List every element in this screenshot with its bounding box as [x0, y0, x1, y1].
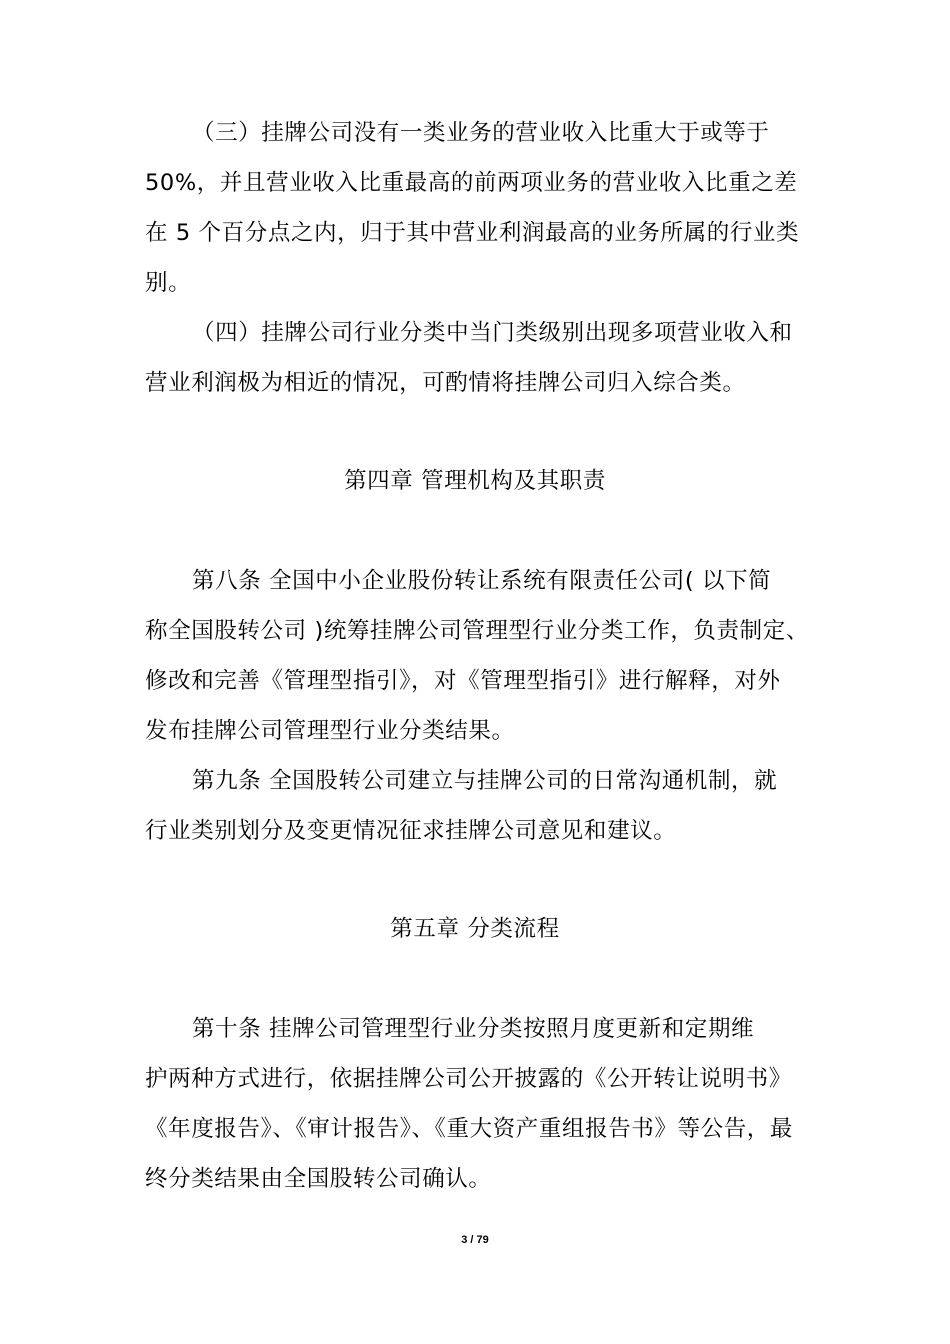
article-9-line-1: 第九条 全国股转公司建立与挂牌公司的日常沟通机制，就 — [192, 768, 778, 794]
paragraph-3-line-3: 在 5 个百分点之内，归于其中营业利润最高的业务所属的行业类 — [145, 220, 800, 246]
article-10-line-4: 终分类结果由全国股转公司确认。 — [145, 1166, 492, 1192]
article-10-line-1: 第十条 挂牌公司管理型行业分类按照月度更新和定期维 — [192, 1016, 755, 1042]
paragraph-3-line-4: 别。 — [145, 270, 192, 296]
article-8-line-1: 第八条 全国中小企业股份转让系统有限责任公司( 以下简 — [192, 568, 772, 594]
article-10-line-3: 《年度报告》、《审计报告》、《重大资产重组报告书》等公告，最 — [145, 1116, 794, 1142]
page-number: 3 / 79 — [461, 1234, 489, 1246]
article-10-line-2: 护两种方式进行，依据挂牌公司公开披露的《公开转让说明书》 — [145, 1066, 792, 1092]
paragraph-4-line-1: （四）挂牌公司行业分类中当门类级别出现多项营业收入和 — [192, 320, 793, 346]
chapter-5-title: 第五章 分类流程 — [390, 916, 560, 942]
article-8-line-4: 发布挂牌公司管理型行业分类结果。 — [145, 718, 515, 744]
chapter-4-title: 第四章 管理机构及其职责 — [344, 468, 606, 494]
paragraph-4-line-2: 营业利润极为相近的情况，可酌情将挂牌公司归入综合类。 — [145, 370, 746, 396]
article-8-line-2: 称全国股转公司 )统筹挂牌公司管理型行业分类工作，负责制定、 — [145, 618, 809, 644]
paragraph-3-line-2: 50%，并且营业收入比重最高的前两项业务的营业收入比重之差 — [145, 170, 798, 196]
article-8-line-3: 修改和完善《管理型指引》，对《管理型指引》进行解释，对外 — [145, 668, 781, 694]
paragraph-3-line-1: （三）挂牌公司没有一类业务的营业收入比重大于或等于 — [192, 120, 770, 146]
article-9-line-2: 行业类别划分及变更情况征求挂牌公司意见和建议。 — [145, 818, 677, 844]
